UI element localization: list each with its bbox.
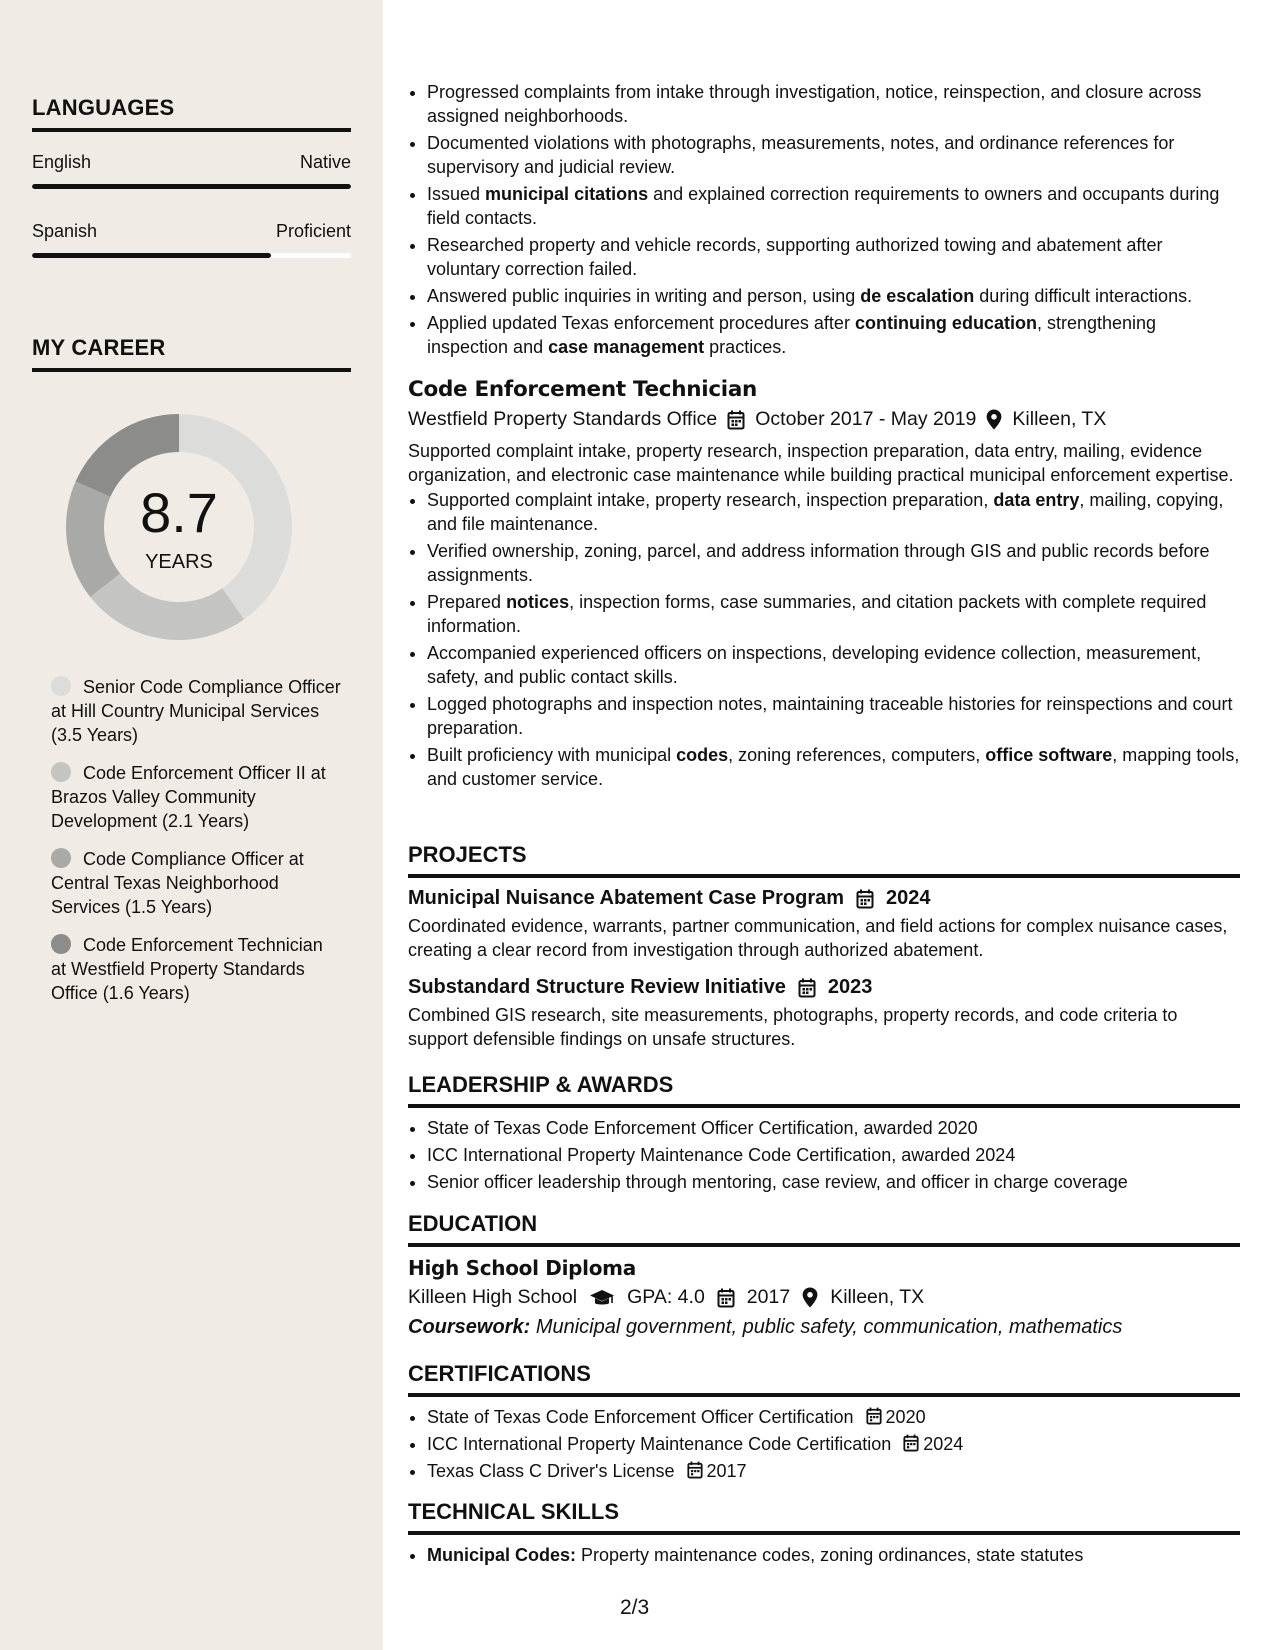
career-heading: MY CAREER <box>32 335 351 372</box>
bold-keyword: codes <box>676 745 729 765</box>
total-years-value: 8.7 <box>140 481 218 544</box>
previous-job-bullet: • Researched property and vehicle records, supporting authorized towing and abatement after voluntary correction failed. <box>427 233 1240 281</box>
career-color-dot <box>51 676 71 696</box>
job-bullet: • Prepared notices, inspection forms, case summaries, and citation packets with complete required information. <box>427 590 1240 638</box>
language-row <box>32 221 351 242</box>
calendar-icon <box>687 1461 703 1479</box>
career-item-text: Senior Code Compliance Officer at Hill Country Municipal Services (3.5 Years) <box>51 677 341 745</box>
job-summary: Supported complaint intake, property research, inspection preparation, data entry, mailing, evidence organization, and electronic case maintenance while building practical municipal enforcement expertise. <box>408 441 1234 485</box>
previous-job-bullet: • Applied updated Texas enforcement procedures after continuing education, strengthening inspection and case management practices. <box>427 311 1240 359</box>
certifications-list <box>408 1405 1240 1483</box>
job-bullet: • Verified ownership, zoning, parcel, and address information through GIS and public records before assignments. <box>427 539 1240 587</box>
language-row <box>32 152 351 173</box>
leadership-section <box>408 1072 1240 1197</box>
donut-segment <box>66 481 120 597</box>
language-bar <box>32 253 351 258</box>
projects-section <box>408 842 1240 1051</box>
education-meta <box>408 1286 1240 1309</box>
calendar-icon <box>727 410 745 430</box>
certification-name: State of Texas Code Enforcement Officer Certification <box>427 1407 854 1427</box>
job-entry <box>408 377 1240 794</box>
project-title: Substandard Structure Review Initiative <box>408 976 786 998</box>
language-name: English <box>32 152 92 172</box>
education-gpa: GPA: 4.0 <box>627 1286 705 1308</box>
certification-year: 2024 <box>923 1434 964 1454</box>
education-heading: EDUCATION <box>408 1211 1240 1247</box>
coursework-label: Coursework: <box>408 1316 531 1338</box>
job-dates: October 2017 - May 2019 <box>755 408 977 430</box>
project-year: 2023 <box>827 976 873 998</box>
education-location: Killeen, TX <box>830 1286 925 1308</box>
bold-keyword: office software <box>985 745 1113 765</box>
career-list <box>51 675 341 1019</box>
career-donut-chart <box>66 414 292 640</box>
graduation-cap-icon <box>589 1289 615 1307</box>
job-bullet: • Supported complaint intake, property research, inspection preparation, data entry, mailing, copying, and file maintenance. <box>427 488 1240 536</box>
job-title: Code Enforcement Technician <box>408 377 758 402</box>
previous-job-bullet: • Answered public inquiries in writing and person, using de escalation during difficult interactions. <box>427 284 1240 308</box>
previous-job-bullets <box>408 80 1240 362</box>
career-color-dot <box>51 848 71 868</box>
bold-keyword: municipal citations <box>485 184 649 204</box>
education-section <box>408 1211 1240 1339</box>
calendar-icon <box>798 978 816 998</box>
language-bar-fill <box>32 253 271 258</box>
education-year: 2017 <box>746 1286 791 1308</box>
calendar-icon <box>903 1434 919 1452</box>
calendar-icon <box>856 889 874 909</box>
bold-keyword: notices <box>506 592 570 612</box>
career-item-text: Code Enforcement Officer II at Brazos Valley Community Development (2.1 Years) <box>51 763 326 831</box>
certifications-section <box>408 1361 1240 1486</box>
languages-heading: LANGUAGES <box>32 95 351 132</box>
career-item <box>51 675 341 747</box>
bold-keyword: case management <box>548 337 705 357</box>
previous-job-bullet: • Progressed complaints from intake through investigation, notice, reinspection, and closure across assigned neighborhoods. <box>427 80 1240 128</box>
career-item-text: Code Enforcement Technician at Westfield Property Standards Office (1.6 Years) <box>51 935 323 1003</box>
page-number: 2/3 <box>620 1596 650 1619</box>
project-year: 2024 <box>886 887 931 909</box>
project-description: Combined GIS research, site measurements, photographs, property records, and code criteria to support defensible findings on unsafe structures. <box>408 1005 1178 1049</box>
skills-heading: TECHNICAL SKILLS <box>408 1499 1240 1535</box>
calendar-icon <box>717 1288 735 1308</box>
skills-list <box>408 1543 1240 1567</box>
certification-item <box>427 1405 1240 1429</box>
language-level: Proficient <box>275 221 351 241</box>
career-item <box>51 761 341 833</box>
education-coursework <box>408 1316 1240 1339</box>
career-color-dot <box>51 762 71 782</box>
language-name: Spanish <box>32 221 98 241</box>
sidebar <box>0 0 383 1650</box>
bold-keyword: data entry <box>993 490 1080 510</box>
main-content <box>408 0 1240 1650</box>
leadership-heading: LEADERSHIP & AWARDS <box>408 1072 1240 1108</box>
project-title-row <box>408 976 1240 999</box>
previous-job-bullet: • Issued municipal citations and explained correction requirements to owners and occupants during field contacts. <box>427 182 1240 230</box>
leadership-item: • ICC International Property Maintenance Code Certification, awarded 2024 <box>427 1143 1240 1167</box>
projects-heading: PROJECTS <box>408 842 1240 878</box>
leadership-item: • Senior officer leadership through mentoring, case review, and officer in charge coverage <box>427 1170 1240 1194</box>
certification-year: 2020 <box>885 1407 926 1427</box>
calendar-icon <box>866 1407 882 1425</box>
project-description: Coordinated evidence, warrants, partner communication, and field actions for complex nuisance cases, creating a clear record from investigation through authorized abatement. <box>408 916 1228 960</box>
certification-name: ICC International Property Maintenance Code Certification <box>427 1434 892 1454</box>
career-item <box>51 933 341 1005</box>
job-meta <box>408 408 1240 431</box>
education-degree: High School Diploma <box>408 1256 636 1280</box>
coursework-text: Municipal government, public safety, communication, mathematics <box>535 1316 1123 1338</box>
certification-item <box>427 1432 1240 1456</box>
skill-text: Property maintenance codes, zoning ordinances, state statutes <box>581 1545 1084 1565</box>
certification-name: Texas Class C Driver's License <box>427 1461 675 1481</box>
previous-job-bullet: • Documented violations with photographs, measurements, notes, and ordinance references for supervisory and judicial review. <box>427 131 1240 179</box>
language-bar <box>32 184 351 189</box>
leadership-item: • State of Texas Code Enforcement Officer Certification, awarded 2020 <box>427 1116 1240 1140</box>
bold-keyword: de escalation <box>860 286 975 306</box>
certification-item <box>427 1459 1240 1483</box>
job-bullet: • Built proficiency with municipal codes, zoning references, computers, office software, mapping tools, and customer service. <box>427 743 1240 791</box>
skill-label: Municipal Codes: <box>427 1545 577 1565</box>
years-label: YEARS <box>145 551 213 573</box>
map-pin-icon <box>986 409 1002 430</box>
education-school: Killeen High School <box>408 1286 578 1308</box>
bold-keyword: continuing education <box>854 313 1037 333</box>
leadership-list <box>408 1116 1240 1194</box>
map-pin-icon <box>802 1287 818 1308</box>
project-title: Municipal Nuisance Abatement Case Program <box>408 887 845 909</box>
skill-item <box>427 1543 1240 1567</box>
job-location: Killeen, TX <box>1012 408 1107 430</box>
skills-section <box>408 1499 1240 1570</box>
donut-segment <box>90 573 244 640</box>
career-item <box>51 847 341 919</box>
certifications-heading: CERTIFICATIONS <box>408 1361 1240 1397</box>
job-bullets <box>408 488 1240 791</box>
job-bullet: • Logged photographs and inspection notes, maintaining traceable histories for reinspections and court preparation. <box>427 692 1240 740</box>
certification-year: 2017 <box>706 1461 747 1481</box>
language-level: Native <box>299 152 351 172</box>
project-title-row <box>408 887 1240 910</box>
language-bar-fill <box>32 184 351 189</box>
job-bullet: • Accompanied experienced officers on inspections, developing evidence collection, measurement, safety, and public contact skills. <box>427 641 1240 689</box>
career-color-dot <box>51 934 71 954</box>
job-company: Westfield Property Standards Office <box>408 408 718 430</box>
career-item-text: Code Compliance Officer at Central Texas Neighborhood Services (1.5 Years) <box>51 849 304 917</box>
